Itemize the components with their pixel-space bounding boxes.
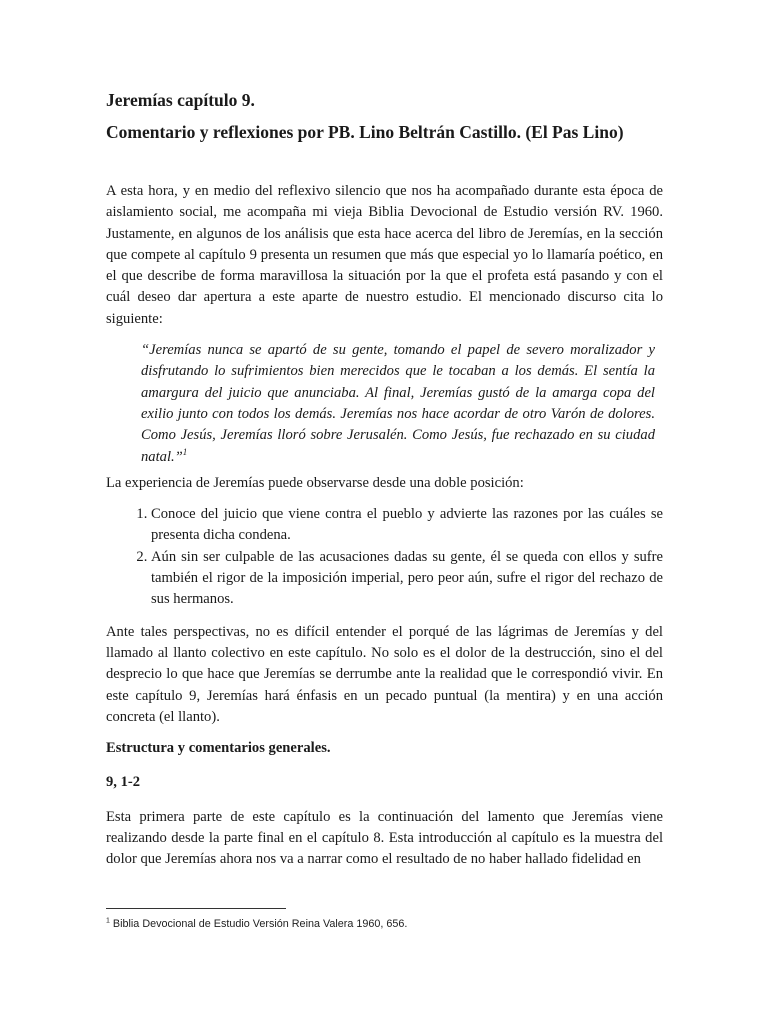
- list-item: 2. Aún sin ser culpable de las acusaciones dadas su gente, él se queda con ellos y sufre también el rigor de la imposición imperial, pero peor aún, sufre el rigor del rechazo de sus hermanos.: [151, 547, 663, 611]
- intro-paragraph: A esta hora, y en medio del reflexivo silencio que nos ha acompañado durante esta época de aislamiento social, me acompaña mi vieja Biblia Devocional de Estudio versión RV. 1960. Justamente, en algunos de los análisis que esta hace acerca del libro de Jeremías, en la sección que compete al capítulo 9 presenta un resumen que más que especial yo lo llamaría poético, en el que describe de forma maravillosa la situación por la que el profeta está pasando y con el cuál deseo dar apertura a este aparte de nuestro estudio. El mencionado discurso cita lo siguiente:: [106, 183, 663, 327]
- footnote-text: Biblia Devocional de Estudio Versión Reina Valera 1960, 656.: [112, 918, 408, 930]
- position-paragraph: La experiencia de Jeremías puede observarse desde una doble posición:: [106, 474, 524, 491]
- footnote-divider: [106, 908, 286, 909]
- footnote: [106, 916, 407, 932]
- footnote-ref: 1: [182, 446, 188, 457]
- quote-text: “Jeremías nunca se apartó de su gente, tomando el papel de severo moralizador y disfrutando lo sufrimientos bien merecidos que le tocaban a los demás. El sentía la amargura del juicio que anunciaba. Al final, Jeremías gustó de la amarga copa del exilio junto con todos los demás. Jeremías nos hace acordar de otro Varón de dolores. Como Jesús, Jeremías lloró sobre Jerusalén. Como Jesús, fue rechazado en su ciudad natal.”: [141, 342, 655, 465]
- document-title: Jeremías capítulo 9.: [106, 90, 255, 110]
- document-subtitle: Comentario y reflexiones por PB. Lino Beltrán Castillo. (El Pas Lino): [106, 122, 624, 142]
- position-list: [106, 504, 663, 610]
- list-item: 1. Conoce del juicio que viene contra el pueblo y advierte las razones por las cuáles se presenta dicha condena.: [151, 504, 663, 547]
- document-body: [106, 88, 663, 881]
- verse-heading: 9, 1-2: [106, 774, 141, 791]
- section-heading: Estructura y comentarios generales.: [106, 740, 331, 757]
- perspectives-paragraph: Ante tales perspectivas, no es difícil entender el porqué de las lágrimas de Jeremías y del llamado al llanto colectivo en este capítulo. No solo es el dolor de la destrucción, sino el del desprecio lo que hace que Jeremías se derrumbe ante la realidad que le correspondió vivir. En este capítulo 9, Jeremías hará énfasis en un pecado puntual (la mentira) y en una acción concreta (el llanto).: [106, 623, 663, 725]
- footnote-number: 1: [106, 917, 110, 925]
- verse-paragraph: Esta primera parte de este capítulo es la continuación del lamento que Jeremías viene realizando desde la parte final en el capítulo 8. Esta introducción al capítulo es la muestra del dolor que Jeremías ahora nos va a narrar como el resultado de no haber hallado fidelidad en: [106, 808, 663, 868]
- quote-block: [106, 340, 663, 468]
